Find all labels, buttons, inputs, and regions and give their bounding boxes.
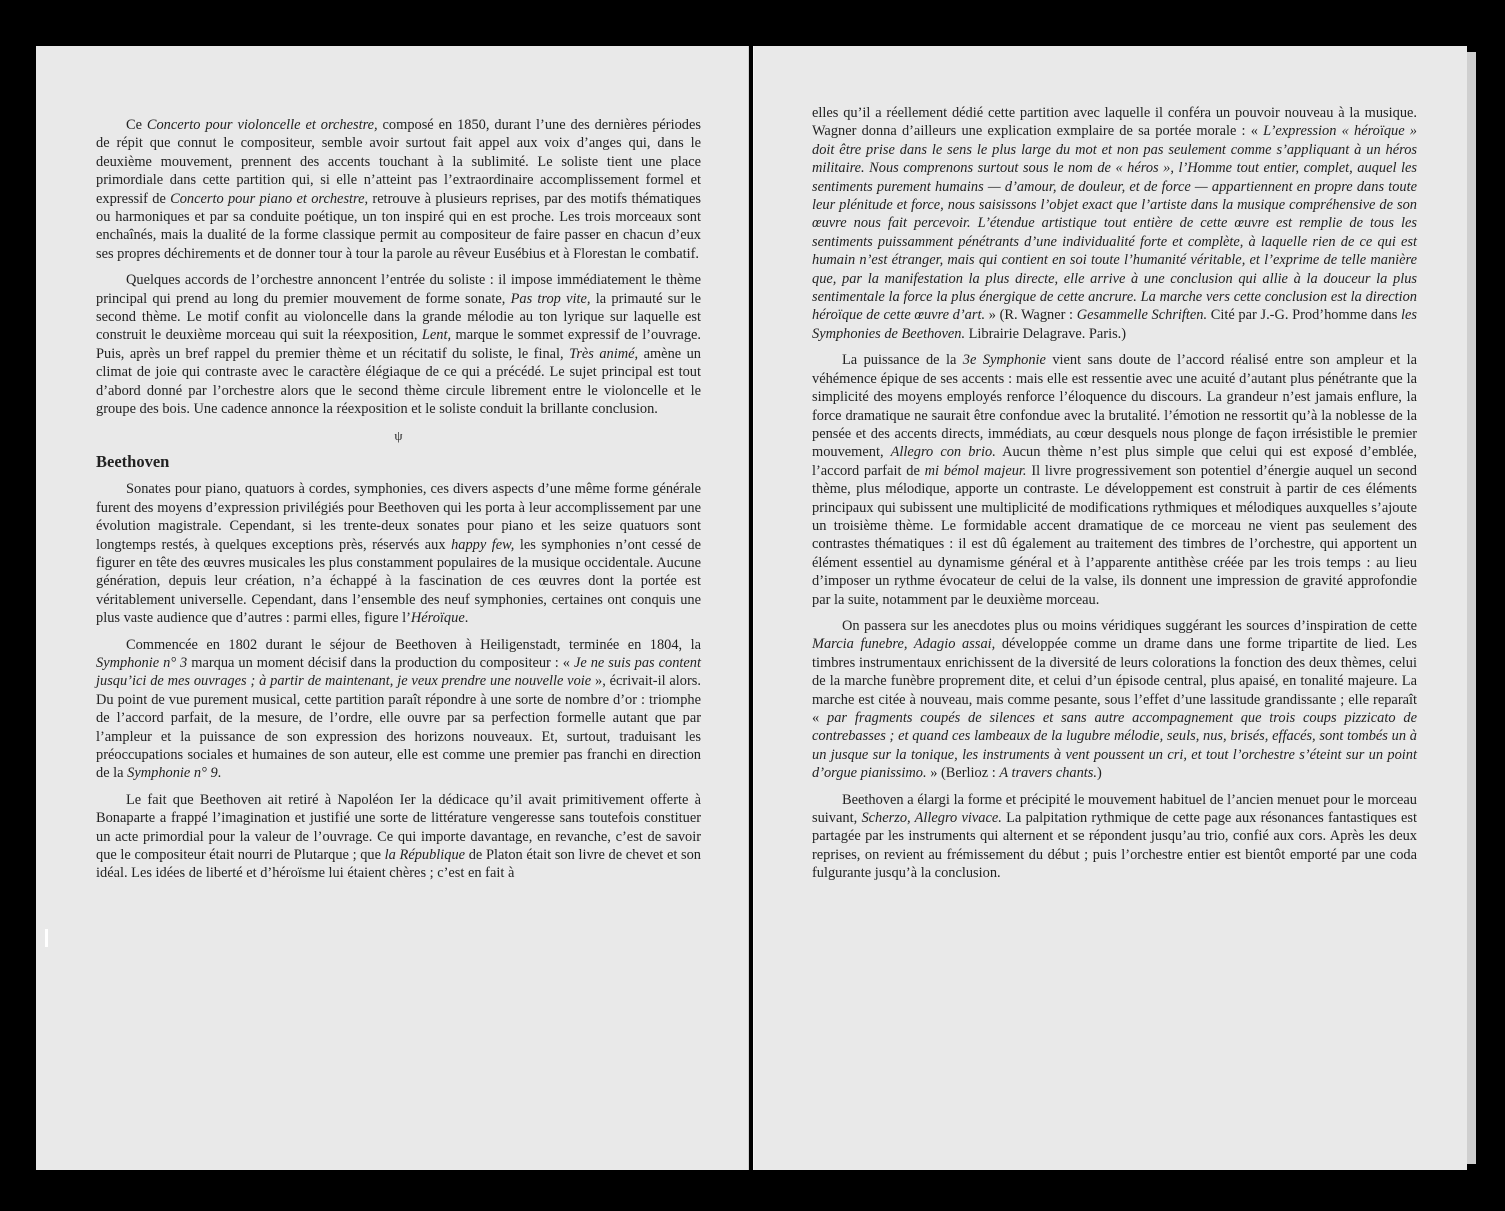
- left-column: [96, 116, 701, 891]
- right-column: [812, 104, 1417, 891]
- paragraph-wagner-quote: elles qu’il a réellement dédié cette partition avec laquelle il conféra un pouvoir nouveau à la musique. Wagner donna d’ailleurs une explication exmplaire de sa portée morale : « L’expression « héroïque » doit être prise dans le sens le plus large du mot et non pas seulement comme s’appliquant à un héros militaire. Nous comprenons surtout sous le nom de « héros », l’Homme tout entier, complet, auquel les sentiments purement humains — d’amour, de douleur, et de force — appartiennent en propre dans toute leur plénitude et force, nous saisissons l’objet exact que l’artiste dans la musique compréhensive de son œuvre nous fait percevoir. L’étendue artistique tout entière de cette œuvre est remplie de tous les sentiments puissamment pénétrants d’une individualité forte et complète, à laquelle rien de ce qui est humain n’est étranger, mais qui contient en soi toute l’humanité véritable, et l’exprime de telle manière que, par la manifestation la plus directe, elle arrive à une conclusion qui allie à la douceur la plus sentimentale la force la plus énergique de cette ancrure. La marche vers cette conclusion est la direction héroïque de cette œuvre d’art. » (R. Wagner : Gesammelle Schriften. Cité par J.-G. Prod’homme dans les Symphonies de Beethoven. Librairie Delagrave. Paris.): [812, 105, 1418, 342]
- right-page: [753, 46, 1467, 1170]
- lyre-ornament-icon: ψ: [394, 427, 403, 443]
- paragraph-symphony-3: Commencée en 1802 durant le séjour de Beethoven à Heiligenstadt, terminée en 1804, la Symphonie n° 3 marqua un moment décisif dans la production du compositeur : « Je ne suis pas content jusqu’ici de mes ouvrages ; à partir de maintenant, je veux prendre une nouvelle voie », écrivait-il alors. Du point de vue purement musical, cette partition paraît répondre à une sorte de nombre d’or : triomphe de l’accord parfait, de la mesure, de l’ordre, elle ouvre par sa perfection formelle autant que par l’ampleur et la puissance de son expression des horizons nouveaux. Et, surtout, traduisant les préoccupations sociales et humaines de son auteur, elle est comme une premier pas franchi en direction de la Symphonie n° 9.: [96, 636, 701, 782]
- paragraph-allegro: La puissance de la 3e Symphonie vient sans doute de l’accord réalisé entre son ampleur et la véhémence épique de ses accents : mais elle est ressentie avec une acuité d’autant plus pénétrante que la simplicité des moyens employés renforce l’éloquence du discours. La grandeur n’est jamais enflure, la force dramatique ne saurait être confondue avec la brutalité. l’émotion ne ressortit qu’à la noblesse de la pensée et des accents directs, immédiats, au cœur desquels nous plonge de façon irrésistible le premier mouvement, Allegro con brio. Aucun thème n’est plus simple que celui qui est exposé d’emblée, l’accord parfait de mi bémol majeur. Il livre progressivement son potentiel d’énergie auquel un second thème, plus mélodique, apporte un contraste. Le développement est construit à partir de ces éléments principaux qui subissent une multiplicité de modifications rythmiques et mélodiques auxquelles s’ajoute un troisième thème. Le formidable accent dramatique de ce morceau ne vient pas seulement des contrastes thématiques : il est dû également au traitement des timbres de l’orchestre, qui apportent un élément essentiel au dynamisme général et à l’apparente antithèse créée par les trois temps : au lieu d’imposer un rythme évocateur de celui de la valse, ils donnent une impression de gravité approfondie par la suite, notamment par le deuxième morceau.: [812, 352, 1418, 608]
- paragraph-movements: Quelques accords de l’orchestre annoncent l’entrée du soliste : il impose immédiatement le thème principal qui prend au long du premier mouvement de forme sonate, Pas trop vite, la primauté sur le second thème. Le motif confit au violoncelle dans la grande mélodie au ton lyrique sur laquelle est construit le deuxième morceau qui suit la réexposition, Lent, marque le sommet expressif de l’ouvrage. Puis, après un bref rappel du premier thème et un récitatif du soliste, le final, Très animé, amène un climat de joie qui contraste avec le caractère élégiaque de ce qui a précédé. Le sujet principal est tout d’abord donné par l’orchestre alors que le second thème circule librement entre le violoncelle et le groupe des bois. Une cadence annonce la réexposition et le soliste conduit la brillante conclusion.: [96, 272, 702, 418]
- paragraph-marcia-funebre: On passera sur les anecdotes plus ou moins véridiques suggérant les sources d’inspiration de cette Marcia funebre, Adagio assai, développée comme un drame dans une forme tripartite de lied. Les timbres instrumentaux enrichissent de la diversité de leurs colorations la fonction des deux thèmes, celui de la marche funèbre proprement dite, et celui d’un épisode central, plus apaisé, en tonalité majeure. La marche est citée à nouveau, mais comme pesante, sous l’effet d’une lassitude grandissante ; elle reparaît « par fragments coupés de silences et sans autre accompagnement que trois coups pizzicato de contrebasses ; et quand ces lambeaux de la lugubre mélodie, seuls, nus, brisés, effacés, sont tombés un à un jusque sur la tonique, les instruments à vent poussent un cri, et tout l’orchestre s’éteint sur un point d’orgue pianissimo. » (Berlioz : A travers chants.): [812, 617, 1417, 782]
- paragraph-beethoven-intro: Sonates pour piano, quatuors à cordes, symphonies, ces divers aspects d’une même forme générale furent des moyens d’expression privilégiés pour Beethoven qui les porta à leur accomplissement par une évolution magistrale. Cependant, si les trente-deux sonates pour piano et les seize quatuors sont longtemps restés, à quelques exceptions près, réservés aux happy few, les symphonies n’ont cessé de figurer en tête des œuvres musicales les plus constamment populaires de la musique occidentale. Aucune génération, depuis leur création, n’a échappé à la fascination de ces œuvres dont la portée est véritablement universelle. Cependant, dans l’ensemble des neuf symphonies, certaines ont conquis une plus vaste audience que d’autres : parmi elles, figure l’Héroïque.: [96, 481, 701, 627]
- left-page: [36, 46, 749, 1170]
- paragraph-dedication: Le fait que Beethoven ait retiré à Napoléon Ier la dédicace qu’il avait primitivement offerte à Bonaparte a frappé l’imagination et justifié une sorte de littérature vengeresse sans toutefois constituer un acte primordial pour la valeur de l’ouvrage. Ce qui importe davantage, en revanche, c’est de savoir que le compositeur était nourri de Plutarque ; que la République de Platon était son livre de chevet et son idéal. Les idées de liberté et d’héroïsme lui étaient chères ; c’est en fait à: [96, 791, 701, 882]
- section-heading-beethoven: Beethoven: [96, 451, 170, 471]
- scan-mark: [45, 929, 48, 947]
- paragraph-scherzo: Beethoven a élargi la forme et précipité le mouvement habituel de l’ancien menuet pour le morceau suivant, Scherzo, Allegro vivace. La palpitation rythmique de cette page aux résonances fantastiques est partagée par les instruments qui alternent et se répondent jusqu’au trio, confié aux cors. Après les deux reprises, on revient au frémissement du début ; puis l’orchestre entier est bientôt emporté par une coda fulgurante jusqu’à la conclusion.: [812, 791, 1418, 882]
- page-edge: [1467, 52, 1476, 1164]
- paragraph-concerto: Ce Concerto pour violoncelle et orchestre, composé en 1850, durant l’une des dernières périodes de répit que connut le compositeur, semble avoir surtout fait appel aux voix d’anges qui, dans le deuxième mouvement, prennent des accents touchant à la sublimité. Le soliste tient une place primordiale dans cette partition qui, si elle n’atteint pas l’extraordinaire accomplissement formel et expressif de Concerto pour piano et orchestre, retrouve à plusieurs reprises, par des motifs thématiques ou harmoniques et par sa conduite poétique, un ton inspiré qui en est proche. Les trois morceaux sont enchaînés, mais la dualité de la forme classique permit au compositeur de faire passer en chacun d’eux ses propres déchirements et de donner tour à tour la parole au rêveur Eusébius et à Florestan le combatif.: [96, 117, 701, 262]
